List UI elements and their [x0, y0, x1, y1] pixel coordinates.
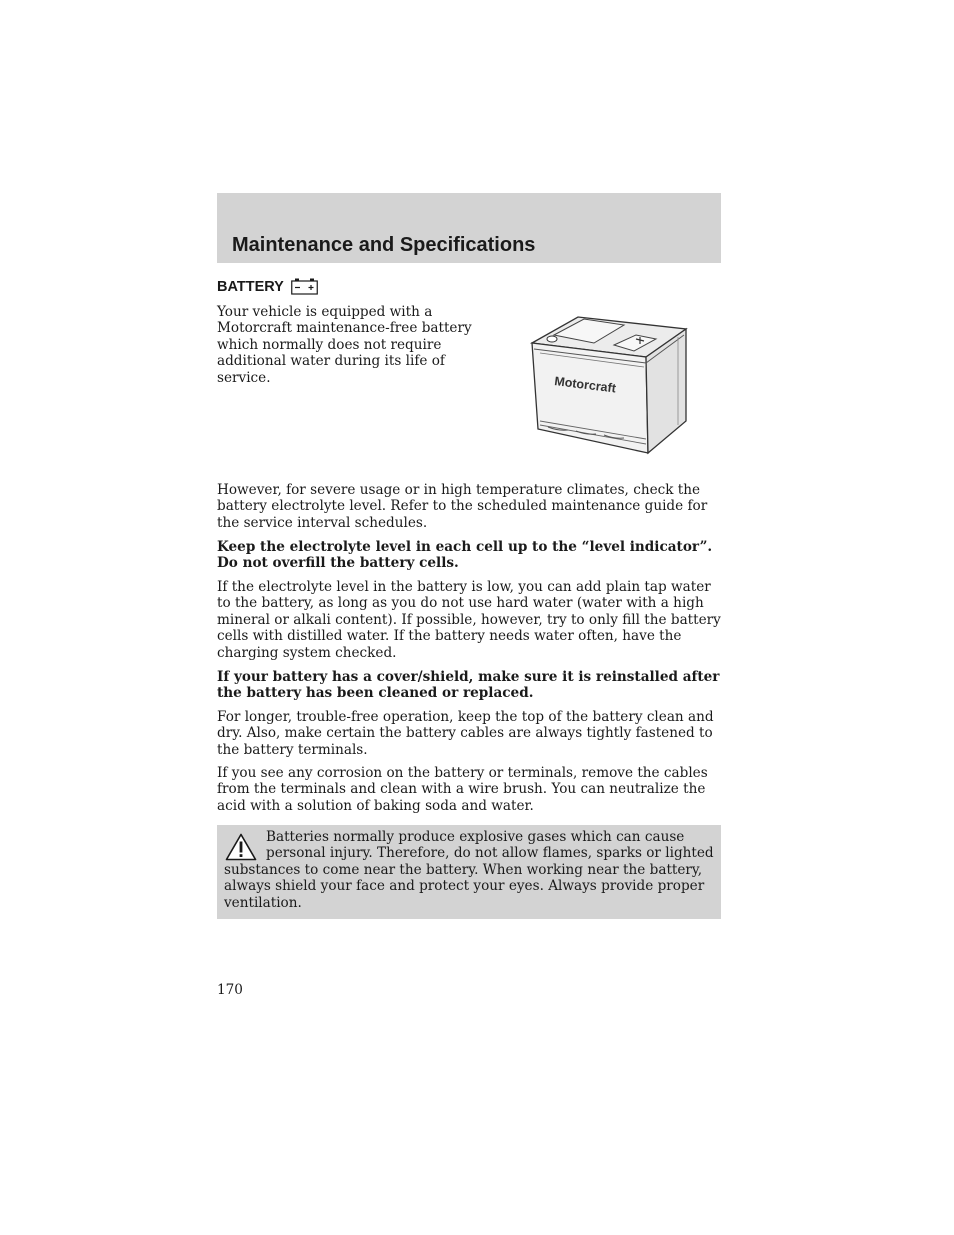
- paragraph-add-water: If the electrolyte level in the battery is low, you can add plain tap water to the battery, as long as you do not use hard water (water with a high mineral or alkali content). If possible, however, try to only fill the battery cells with distilled water. If the battery needs water often, have the charging system checked.: [217, 579, 721, 661]
- warning-text-block: [224, 829, 714, 911]
- paragraph-trouble-free: For longer, trouble-free operation, keep the top of the battery clean and dry. Also, make certain the battery cables are always tightly fastened to the battery terminals.: [217, 709, 714, 758]
- paragraph-electrolyte-level: Keep the electrolyte level in each cell up to the “level indicator”. Do not overfill the battery cells.: [217, 539, 713, 572]
- paragraph-cover-shield: If your battery has a cover/shield, make sure it is reinstalled after the battery has been cleaned or replaced.: [217, 669, 720, 702]
- intro-paragraph: Your vehicle is equipped with a Motorcraft maintenance-free battery which normally does not require additional water during its life of service.: [217, 304, 472, 386]
- warning-text: Batteries normally produce explosive gases which can cause personal injury. Therefore, do not allow flames, sparks or lighted substances to come near the battery. When working near the battery, always shield your face and protect your eyes. Always provide proper ventilation.: [224, 829, 714, 911]
- page-header: [217, 193, 721, 263]
- battery-terminals-icon: [291, 278, 318, 295]
- section-title: BATTERY: [217, 278, 284, 295]
- section-heading: [217, 278, 318, 295]
- page-number: 170: [217, 982, 243, 998]
- paragraph-severe-usage: However, for severe usage or in high temperature climates, check the battery electrolyte level. Refer to the scheduled maintenance guide for the service interval schedules.: [217, 482, 708, 531]
- page-title: Maintenance and Specifications: [232, 234, 536, 256]
- warning-box: [217, 825, 721, 919]
- paragraph-corrosion: If you see any corrosion on the battery or terminals, remove the cables from the terminals and clean with a wire brush. You can neutralize the acid with a solution of baking soda and water.: [217, 765, 708, 814]
- battery-illustration: [528, 313, 693, 458]
- battery-brand-label: Motorcraft: [553, 374, 617, 396]
